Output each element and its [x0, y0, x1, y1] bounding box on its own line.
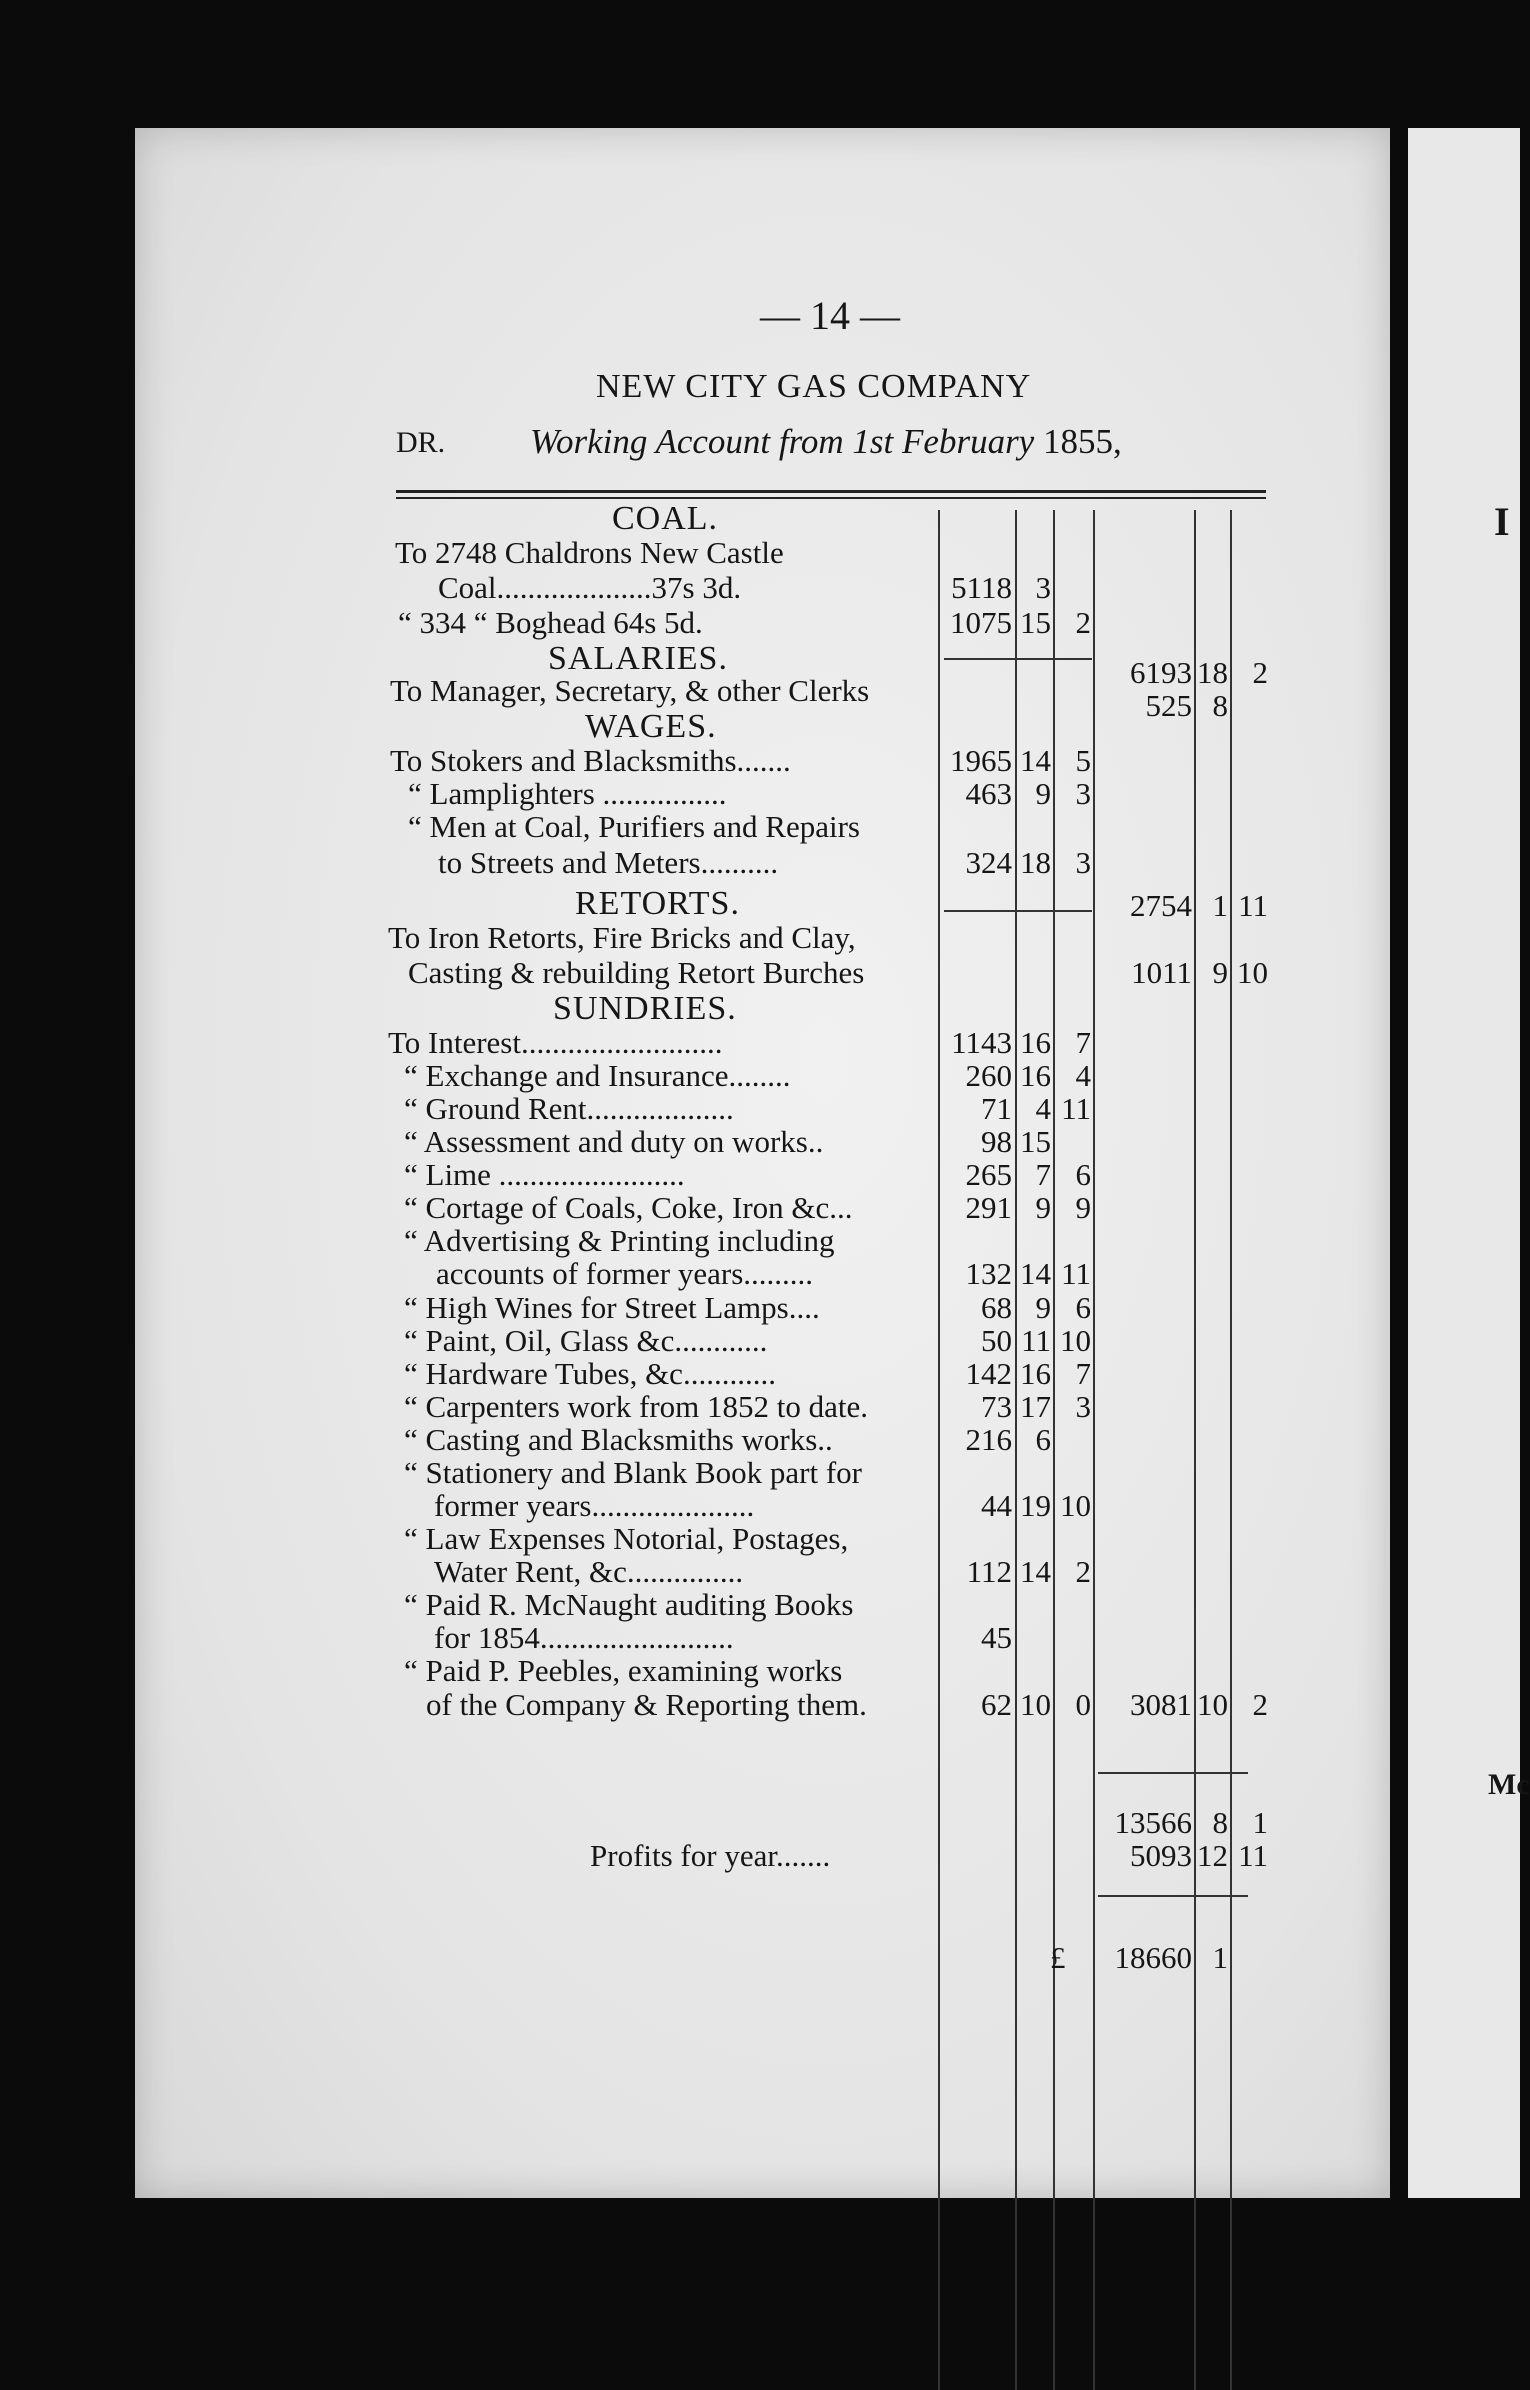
amount-s3-pounds: 71	[981, 1091, 1012, 1126]
amount-coal-total-pounds: 6193	[1130, 655, 1192, 690]
amount-ret-total-pounds: 1011	[1131, 955, 1192, 990]
entry-law-expenses-cont: Water Rent, &c...............	[434, 1554, 744, 1589]
amount-wag-1-pounds: 1965	[950, 743, 1012, 778]
amount-subtotal-pence: 1	[1252, 1805, 1268, 1840]
section-salaries: SALARIES.	[548, 640, 728, 677]
entry-stationery-cont: former years.....................	[434, 1488, 755, 1523]
account-subtitle	[530, 422, 1122, 462]
entry-exchange: “ Exchange and Insurance........	[404, 1058, 791, 1093]
entry-stationery: “ Stationery and Blank Book part for	[404, 1455, 863, 1490]
header-rule-bottom	[396, 497, 1266, 499]
amount-wag-1-shillings: 14	[1020, 743, 1051, 778]
amount-wag-3-shillings: 18	[1020, 845, 1051, 880]
amount-s16-pence: 0	[1075, 1687, 1091, 1722]
entry-high-wines: “ High Wines for Street Lamps....	[404, 1290, 820, 1325]
amount-profits-shillings: 12	[1197, 1838, 1228, 1873]
page-number: — 14 —	[760, 293, 900, 338]
amount-s9-pounds: 50	[981, 1323, 1012, 1358]
entry-peebles-cont: of the Company & Reporting them.	[426, 1687, 867, 1722]
amount-s11-pence: 3	[1075, 1389, 1091, 1424]
amount-sal-total-shillings: 8	[1212, 688, 1228, 723]
amount-s8-pounds: 68	[981, 1290, 1012, 1325]
amount-s7-pounds: 132	[965, 1256, 1012, 1291]
amount-s5-pence: 6	[1075, 1157, 1091, 1192]
amount-grand-total-shillings: 1	[1212, 1940, 1228, 1975]
entry-advertising-cont: accounts of former years.........	[436, 1256, 814, 1291]
amount-s9-shillings: 11	[1021, 1323, 1051, 1358]
entry-iron-retorts: To Iron Retorts, Fire Bricks and Clay,	[388, 920, 856, 955]
amount-sundries-total-pence: 2	[1252, 1687, 1268, 1722]
amount-s8-shillings: 9	[1035, 1290, 1051, 1325]
amount-s14-pounds: 112	[966, 1554, 1012, 1589]
entry-carpenters: “ Carpenters work from 1852 to date.	[404, 1389, 869, 1424]
amount-s6-pence: 9	[1075, 1190, 1091, 1225]
entry-mcnaught: “ Paid R. McNaught auditing Books	[404, 1587, 854, 1622]
amount-s7-shillings: 14	[1020, 1256, 1051, 1291]
entry-casting: “ Casting and Blacksmiths works..	[404, 1422, 833, 1457]
amount-s14-shillings: 14	[1020, 1554, 1051, 1589]
amount-s6-pounds: 291	[965, 1190, 1012, 1225]
section-retorts: RETORTS.	[575, 885, 740, 922]
amount-s16-shillings: 10	[1020, 1687, 1051, 1722]
amount-s11-shillings: 17	[1020, 1389, 1051, 1424]
amount-wag-total-pence: 11	[1238, 888, 1268, 923]
entry-men-at-coal-cont: to Streets and Meters..........	[438, 845, 779, 880]
entry-assessment: “ Assessment and duty on works..	[404, 1124, 824, 1159]
amount-s12-shillings: 6	[1035, 1422, 1051, 1457]
section-wages: WAGES.	[585, 708, 717, 745]
amount-s15-pounds: 45	[981, 1620, 1012, 1655]
section-coal: COAL.	[612, 500, 719, 537]
amount-s11-pounds: 73	[981, 1389, 1012, 1424]
amount-ret-total-shillings: 9	[1212, 955, 1228, 990]
amount-s12-pounds: 216	[965, 1422, 1012, 1457]
amount-s10-pounds: 142	[965, 1356, 1012, 1391]
subtitle-text: Working Account from 1st February	[530, 422, 1035, 461]
amount-s5-shillings: 7	[1035, 1157, 1051, 1192]
entry-coal-newcastle: To 2748 Chaldrons New Castle	[395, 535, 784, 570]
amount-subtotal-shillings: 8	[1212, 1805, 1228, 1840]
grand-total-rule	[1098, 1895, 1248, 1897]
amount-coal-2-shillings: 15	[1020, 605, 1051, 640]
amount-wag-total-pounds: 2754	[1130, 888, 1192, 923]
column-rule-6	[1230, 510, 1232, 2390]
edge-mark-top: I	[1494, 499, 1510, 544]
amount-ret-total-pence: 10	[1237, 955, 1268, 990]
amount-grand-total-pounds: 18660	[1114, 1940, 1192, 1975]
amount-coal-total-pence: 2	[1252, 655, 1268, 690]
amount-s1-shillings: 16	[1020, 1025, 1051, 1060]
entry-law-expenses: “ Law Expenses Notorial, Postages,	[404, 1521, 849, 1556]
amount-wag-3-pounds: 324	[965, 845, 1012, 880]
amount-profits-pounds: 5093	[1130, 1838, 1192, 1873]
amount-coal-1-shillings: 3	[1035, 570, 1051, 605]
column-rule-5	[1194, 510, 1196, 2390]
amount-wag-2-shillings: 9	[1035, 776, 1051, 811]
entry-advertising: “ Advertising & Printing including	[404, 1223, 835, 1258]
amount-wag-3-pence: 3	[1075, 845, 1091, 880]
coal-subtotal-rule	[944, 658, 1092, 660]
amount-s10-shillings: 16	[1020, 1356, 1051, 1391]
entry-interest: To Interest..........................	[388, 1025, 723, 1060]
amount-s2-pence: 4	[1075, 1058, 1091, 1093]
amount-coal-1-pounds: 5118	[951, 570, 1012, 605]
amount-s2-shillings: 16	[1020, 1058, 1051, 1093]
sundries-total-rule	[1098, 1772, 1248, 1774]
amount-s1-pounds: 1143	[951, 1025, 1012, 1060]
entry-iron-retorts-cont: Casting & rebuilding Retort Burches	[408, 955, 865, 990]
amount-s4-pounds: 98	[981, 1124, 1012, 1159]
entry-men-at-coal: “ Men at Coal, Purifiers and Repairs	[408, 809, 860, 844]
amount-s3-pence: 11	[1061, 1091, 1091, 1126]
header-rule-top	[396, 490, 1266, 493]
amount-sal-total-pounds: 525	[1145, 688, 1192, 723]
entry-lamplighters: “ Lamplighters ................	[408, 776, 727, 811]
pound-sign: £	[1050, 1940, 1066, 1975]
entry-salaries: To Manager, Secretary, & other Clerks	[390, 673, 870, 708]
amount-profits-pence: 11	[1238, 1838, 1268, 1873]
wages-subtotal-rule	[944, 910, 1092, 912]
column-rule-4	[1093, 510, 1095, 2390]
amount-wag-2-pence: 3	[1075, 776, 1091, 811]
amount-s9-pence: 10	[1060, 1323, 1091, 1358]
amount-s1-pence: 7	[1075, 1025, 1091, 1060]
entry-peebles: “ Paid P. Peebles, examining works	[404, 1653, 843, 1688]
amount-s10-pence: 7	[1075, 1356, 1091, 1391]
amount-s16-pounds: 62	[981, 1687, 1012, 1722]
amount-wag-2-pounds: 463	[965, 776, 1012, 811]
amount-sundries-total-shillings: 10	[1197, 1687, 1228, 1722]
amount-subtotal-pounds: 13566	[1114, 1805, 1192, 1840]
adjacent-page-edge	[1408, 128, 1530, 2198]
entry-profits: Profits for year.......	[590, 1838, 831, 1873]
amount-s5-pounds: 265	[965, 1157, 1012, 1192]
amount-wag-1-pence: 5	[1075, 743, 1091, 778]
amount-coal-total-shillings: 18	[1197, 655, 1228, 690]
amount-s2-pounds: 260	[965, 1058, 1012, 1093]
amount-s14-pence: 2	[1075, 1554, 1091, 1589]
amount-wag-total-shillings: 1	[1212, 888, 1228, 923]
entry-paint: “ Paint, Oil, Glass &c............	[404, 1323, 768, 1358]
company-name: NEW CITY GAS COMPANY	[596, 368, 1032, 405]
amount-sundries-total-pounds: 3081	[1130, 1687, 1192, 1722]
amount-s13-pounds: 44	[981, 1488, 1012, 1523]
entry-hardware: “ Hardware Tubes, &c............	[404, 1356, 776, 1391]
section-sundries: SUNDRIES.	[553, 990, 737, 1027]
amount-s13-shillings: 19	[1020, 1488, 1051, 1523]
entry-stokers: To Stokers and Blacksmiths.......	[390, 743, 791, 778]
amount-s7-pence: 11	[1061, 1256, 1091, 1291]
entry-mcnaught-cont: for 1854.........................	[434, 1620, 734, 1655]
debit-label: DR.	[396, 426, 446, 459]
entry-ground-rent: “ Ground Rent...................	[404, 1091, 734, 1126]
subtitle-year: 1855,	[1042, 422, 1122, 461]
entry-cortage: “ Cortage of Coals, Coke, Iron &c...	[404, 1190, 853, 1225]
entry-lime: “ Lime ........................	[404, 1157, 685, 1192]
entry-coal-boghead: “ 334 “ Boghead 64s 5d.	[398, 605, 703, 640]
edge-mark-bottom: Mc	[1488, 1768, 1530, 1801]
amount-s13-pence: 10	[1060, 1488, 1091, 1523]
amount-s8-pence: 6	[1075, 1290, 1091, 1325]
amount-s4-shillings: 15	[1020, 1124, 1051, 1159]
entry-coal-newcastle-cont: Coal....................37s 3d.	[438, 570, 742, 605]
amount-s6-shillings: 9	[1035, 1190, 1051, 1225]
amount-s3-shillings: 4	[1035, 1091, 1051, 1126]
amount-coal-2-pounds: 1075	[950, 605, 1012, 640]
amount-coal-2-pence: 2	[1075, 605, 1091, 640]
